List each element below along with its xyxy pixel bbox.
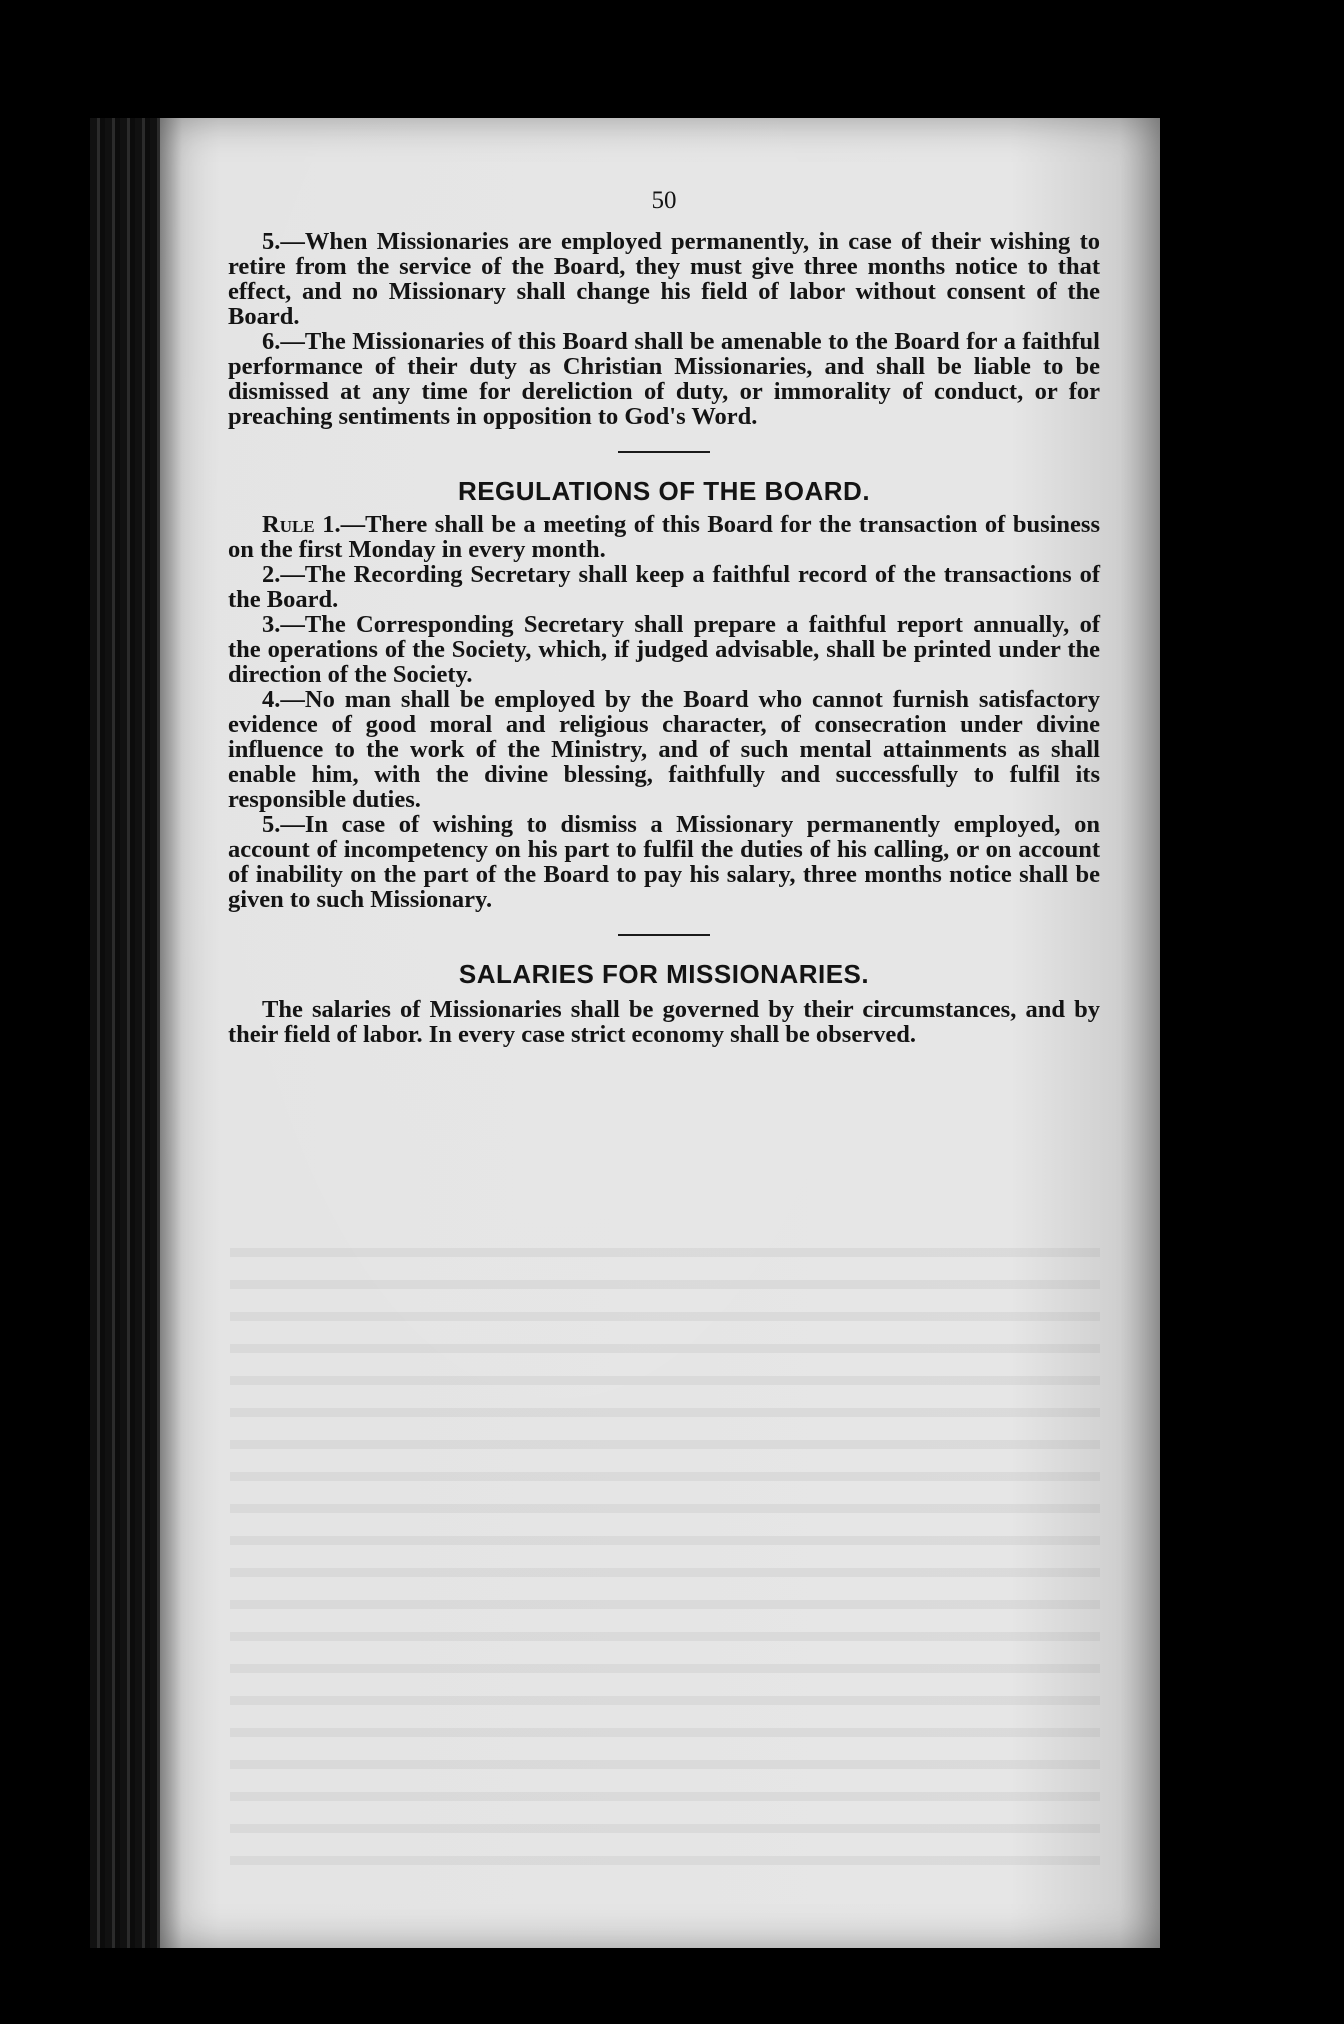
rule-1-text: 1.—There shall be a meeting of this Board for the transaction of business on the first Monday in every month. — [228, 511, 1100, 563]
regulation-rule-2: 2.—The Recording Secretary shall keep a faithful record of the transactions of the Board. — [228, 561, 1100, 613]
page-edges — [90, 118, 170, 1948]
regulations-heading: REGULATIONS OF THE BOARD. — [457, 476, 871, 506]
page-content — [228, 188, 1100, 1047]
missionary-rule-6: 6.—The Missionaries of this Board shall be amenable to the Board for a faithful performance of their duty as Christian Missionaries, and shall be liable to be dismissed at any time for dereliction of duty, or immorality of conduct, or for preaching sentiments in opposition to God's Word. — [228, 328, 1100, 430]
regulation-rule-3: 3.—The Corresponding Secretary shall prepare a faithful report annually, of the operations of the Society, which, if judged advisable, shall be printed under the direction of the Society. — [228, 611, 1100, 688]
salaries-heading: SALARIES FOR MISSIONARIES. — [458, 959, 870, 989]
bleed-through — [230, 1248, 1100, 1888]
regulation-rule-4: 4.—No man shall be employed by the Board who cannot furnish satisfactory evidence of good moral and religious character, of consecration under divine influence to the work of the Ministry, and of such mental attainments as shall enable him, with the divine blessing, faithfully and successfully to fulfil its responsible duties. — [228, 686, 1100, 813]
regulation-rule-5: 5.—In case of wishing to dismiss a Missionary permanently employed, on account of incompetency on his part to fulfil the duties of his calling, or on account of inability on the part of the Board to pay his salary, three months notice shall be given to such Missionary. — [228, 811, 1100, 913]
section-divider — [618, 451, 710, 453]
section-divider — [618, 934, 710, 936]
rule-label: Rule — [262, 511, 315, 538]
regulation-rule-1 — [228, 512, 1100, 562]
salaries-paragraph: The salaries of Missionaries shall be governed by their circumstances, and by their field of labor. In every case strict economy shall be observed. — [228, 996, 1100, 1048]
book-page — [160, 118, 1160, 1948]
missionary-rule-5: 5.—When Missionaries are employed permanently, in case of their wishing to retire from the service of the Board, they must give three months notice to that effect, and no Missionary shall change his field of labor without consent of the Board. — [228, 228, 1100, 330]
page-number: 50 — [651, 187, 677, 214]
